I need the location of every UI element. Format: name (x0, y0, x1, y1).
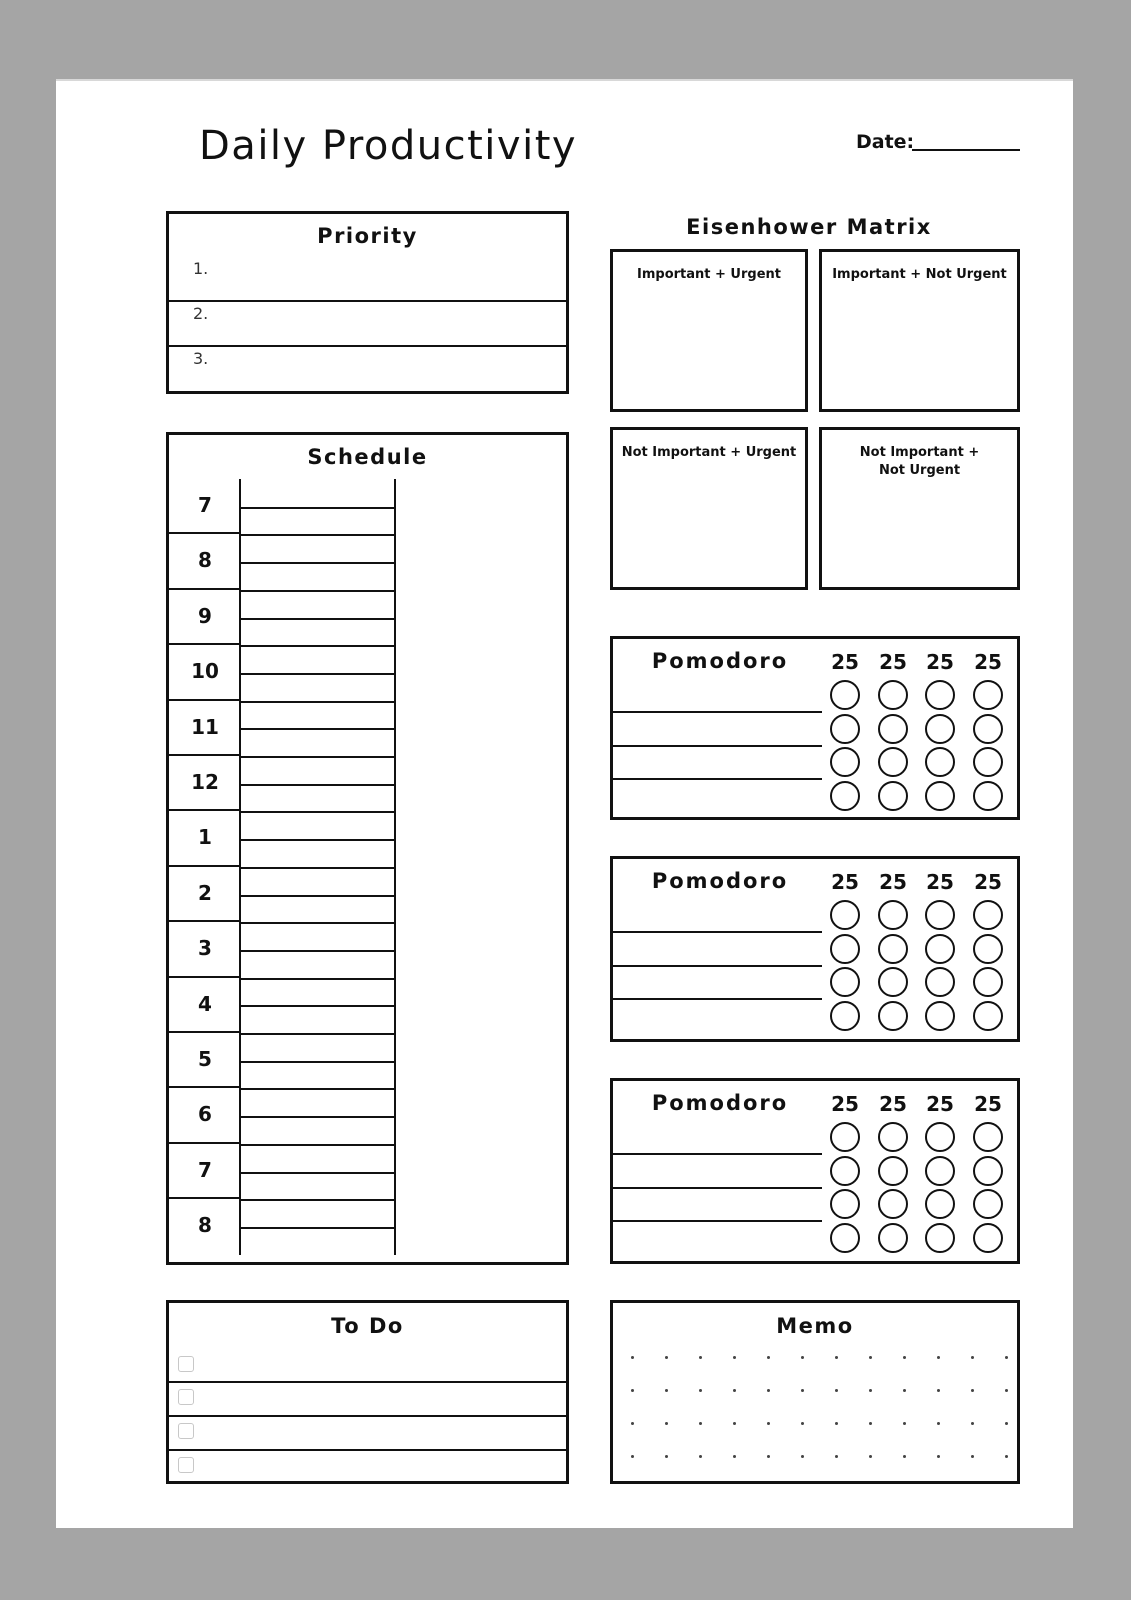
pomodoro-minutes-label: 25 (974, 870, 1002, 894)
pomodoro-session-circle[interactable] (878, 714, 908, 744)
pomodoro-task-line[interactable] (613, 711, 822, 713)
memo-title: Memo (776, 1314, 854, 1338)
quadrant-label: Not Important + Urgent (621, 445, 797, 460)
memo-grid-dot (733, 1389, 736, 1392)
pomodoro-minutes-label: 25 (879, 870, 907, 894)
schedule-hour: 3 (198, 936, 212, 961)
pomodoro-task-line[interactable] (613, 1187, 822, 1189)
schedule-half-line (241, 728, 394, 730)
pomodoro-session-circle[interactable] (878, 967, 908, 997)
schedule-half-line (241, 950, 394, 952)
memo-grid-dot (937, 1422, 940, 1425)
schedule-hour-line (241, 811, 394, 813)
pomodoro-minutes-label: 25 (831, 650, 859, 674)
priority-divider (169, 300, 566, 302)
pomodoro-minutes-label: 25 (926, 1092, 954, 1116)
memo-grid-dot (767, 1455, 770, 1458)
todo-checkbox[interactable] (178, 1457, 194, 1473)
memo-grid-dot (699, 1422, 702, 1425)
schedule-hour: 7 (198, 1157, 212, 1182)
schedule-hour: 4 (198, 991, 212, 1016)
schedule-row[interactable] (169, 1199, 241, 1254)
memo-grid-dot (733, 1455, 736, 1458)
priority-item-3[interactable]: 3. (193, 349, 209, 368)
memo-grid-dot (767, 1422, 770, 1425)
pomodoro-session-circle[interactable] (925, 1122, 955, 1152)
pomodoro-session-circle[interactable] (925, 900, 955, 930)
pomodoro-task-line[interactable] (613, 1220, 822, 1222)
todo-title: To Do (331, 1314, 404, 1338)
pomodoro-minutes-label: 25 (879, 1092, 907, 1116)
pomodoro-session-circle[interactable] (830, 900, 860, 930)
pomodoro-session-circle[interactable] (925, 1156, 955, 1186)
memo-grid-dot (869, 1455, 872, 1458)
pomodoro-session-circle[interactable] (925, 781, 955, 811)
pomodoro-session-circle[interactable] (973, 1001, 1003, 1031)
memo-grid-dot (665, 1356, 668, 1359)
schedule-hour-line (241, 1144, 394, 1146)
pomodoro-task-line[interactable] (613, 965, 822, 967)
quadrant-not-important-not-urgent[interactable] (819, 427, 1020, 590)
schedule-title: Schedule (307, 445, 428, 469)
schedule-row[interactable] (169, 922, 241, 977)
schedule-row[interactable] (169, 1144, 241, 1199)
memo-grid-dot (937, 1356, 940, 1359)
memo-grid-dot (869, 1356, 872, 1359)
pomodoro-minutes-label: 25 (831, 1092, 859, 1116)
memo-grid-dot (869, 1422, 872, 1425)
memo-grid-dot (801, 1389, 804, 1392)
memo-grid-dot (937, 1389, 940, 1392)
schedule-hour-line (241, 701, 394, 703)
pomodoro-session-circle[interactable] (830, 747, 860, 777)
memo-box[interactable] (610, 1300, 1020, 1484)
schedule-hour: 6 (198, 1102, 212, 1127)
schedule-half-line (241, 673, 394, 675)
pomodoro-session-circle[interactable] (973, 1122, 1003, 1152)
pomodoro-session-circle[interactable] (878, 934, 908, 964)
pomodoro-session-circle[interactable] (830, 714, 860, 744)
memo-grid-dot (631, 1356, 634, 1359)
schedule-half-line (241, 1116, 394, 1118)
schedule-hour-line (241, 645, 394, 647)
schedule-box (166, 432, 569, 1265)
planner-page (56, 79, 1073, 1528)
schedule-hour: 11 (191, 714, 219, 739)
memo-grid-dot (801, 1455, 804, 1458)
pomodoro-session-circle[interactable] (878, 680, 908, 710)
schedule-row[interactable] (169, 645, 241, 700)
pomodoro-box-3 (610, 1078, 1020, 1264)
pomodoro-session-circle[interactable] (925, 934, 955, 964)
pomodoro-session-circle[interactable] (878, 1001, 908, 1031)
pomodoro-session-circle[interactable] (830, 1189, 860, 1219)
schedule-half-line (241, 784, 394, 786)
schedule-hour-line (241, 1033, 394, 1035)
pomodoro-session-circle[interactable] (973, 781, 1003, 811)
priority-box (166, 211, 569, 394)
memo-grid-dot (801, 1356, 804, 1359)
pomodoro-box-2 (610, 856, 1020, 1042)
memo-grid-dot (665, 1422, 668, 1425)
pomodoro-minutes-label: 25 (879, 650, 907, 674)
schedule-half-line (241, 1061, 394, 1063)
pomodoro-minutes-label: 25 (974, 650, 1002, 674)
schedule-hour-line (241, 867, 394, 869)
pomodoro-session-circle[interactable] (830, 781, 860, 811)
schedule-hour-line (241, 1199, 394, 1201)
pomodoro-session-circle[interactable] (830, 1122, 860, 1152)
pomodoro-session-circle[interactable] (925, 1189, 955, 1219)
pomodoro-session-circle[interactable] (878, 900, 908, 930)
pomodoro-session-circle[interactable] (973, 900, 1003, 930)
memo-grid-dot (1005, 1389, 1008, 1392)
quadrant-label: Important + Not Urgent (832, 267, 1007, 282)
schedule-hour: 2 (198, 880, 212, 905)
pomodoro-session-circle[interactable] (830, 1223, 860, 1253)
todo-checkbox[interactable] (178, 1389, 194, 1405)
page-title: Daily Productivity (199, 123, 578, 169)
pomodoro-session-circle[interactable] (878, 1156, 908, 1186)
pomodoro-session-circle[interactable] (878, 1223, 908, 1253)
pomodoro-session-circle[interactable] (973, 934, 1003, 964)
pomodoro-session-circle[interactable] (925, 714, 955, 744)
memo-grid-dot (835, 1422, 838, 1425)
schedule-row[interactable] (169, 867, 241, 922)
pomodoro-session-circle[interactable] (925, 747, 955, 777)
schedule-half-line (241, 1227, 394, 1229)
schedule-hour-line (241, 756, 394, 758)
pomodoro-session-circle[interactable] (973, 1223, 1003, 1253)
memo-grid-dot (1005, 1356, 1008, 1359)
pomodoro-minutes-label: 25 (926, 870, 954, 894)
pomodoro-session-circle[interactable] (878, 1122, 908, 1152)
pomodoro-task-line[interactable] (613, 745, 822, 747)
pomodoro-session-circle[interactable] (973, 680, 1003, 710)
pomodoro-session-circle[interactable] (973, 714, 1003, 744)
memo-grid-dot (631, 1422, 634, 1425)
pomodoro-session-circle[interactable] (830, 680, 860, 710)
pomodoro-session-circle[interactable] (973, 967, 1003, 997)
pomodoro-task-line[interactable] (613, 931, 822, 933)
schedule-hour: 12 (191, 770, 219, 794)
todo-box (166, 1300, 569, 1484)
pomodoro-session-circle[interactable] (925, 680, 955, 710)
pomodoro-session-circle[interactable] (878, 1189, 908, 1219)
pomodoro-task-line[interactable] (613, 1153, 822, 1155)
schedule-row[interactable] (169, 811, 241, 866)
schedule-hour: 8 (198, 1213, 212, 1238)
memo-grid-dot (631, 1455, 634, 1458)
pomodoro-session-circle[interactable] (830, 1001, 860, 1031)
todo-checkbox[interactable] (178, 1356, 194, 1372)
memo-grid-dot (903, 1389, 906, 1392)
pomodoro-session-circle[interactable] (878, 781, 908, 811)
priority-title: Priority (317, 224, 418, 248)
pomodoro-session-circle[interactable] (925, 1001, 955, 1031)
schedule-row[interactable] (169, 701, 241, 756)
memo-grid-dot (1005, 1422, 1008, 1425)
schedule-row[interactable] (169, 1088, 241, 1143)
memo-grid-dot (869, 1389, 872, 1392)
schedule-hour-line (241, 1088, 394, 1090)
memo-grid-dot (733, 1356, 736, 1359)
pomodoro-session-circle[interactable] (973, 747, 1003, 777)
schedule-hour: 1 (198, 825, 212, 850)
todo-line[interactable] (169, 1415, 566, 1417)
memo-grid-dot (835, 1389, 838, 1392)
memo-grid-dot (835, 1455, 838, 1458)
schedule-row[interactable] (169, 1033, 241, 1088)
schedule-half-line (241, 1172, 394, 1174)
priority-divider (169, 345, 566, 347)
pomodoro-minutes-label: 25 (974, 1092, 1002, 1116)
memo-grid-dot (665, 1389, 668, 1392)
schedule-hour-line (241, 978, 394, 980)
eisenhower-title: Eisenhower Matrix (686, 215, 932, 239)
schedule-half-line (241, 839, 394, 841)
schedule-column-divider (394, 479, 396, 1255)
memo-grid-dot (699, 1356, 702, 1359)
schedule-half-line (241, 618, 394, 620)
date-label: Date: (856, 131, 915, 153)
schedule-hour: 7 (198, 493, 212, 517)
todo-line[interactable] (169, 1381, 566, 1383)
schedule-hour: 10 (191, 659, 219, 684)
pomodoro-minutes-label: 25 (831, 870, 859, 894)
pomodoro-box-1 (610, 636, 1020, 820)
pomodoro-session-circle[interactable] (830, 967, 860, 997)
pomodoro-session-circle[interactable] (830, 934, 860, 964)
pomodoro-session-circle[interactable] (925, 1223, 955, 1253)
schedule-row[interactable] (169, 978, 241, 1033)
memo-grid-dot (1005, 1455, 1008, 1458)
quadrant-important-urgent[interactable] (610, 249, 808, 412)
memo-grid-dot (937, 1455, 940, 1458)
memo-grid-dot (835, 1356, 838, 1359)
quadrant-important-not-urgent[interactable] (819, 249, 1020, 412)
schedule-row[interactable] (169, 756, 241, 811)
priority-item-2[interactable]: 2. (193, 304, 209, 323)
pomodoro-session-circle[interactable] (830, 1156, 860, 1186)
schedule-hour: 9 (198, 603, 212, 628)
memo-grid-dot (733, 1422, 736, 1425)
memo-grid-dot (971, 1455, 974, 1458)
quadrant-label: Not Important + Not Urgent (859, 445, 980, 478)
memo-grid-dot (903, 1356, 906, 1359)
quadrant-not-important-urgent[interactable] (610, 427, 808, 590)
date-field[interactable] (912, 149, 1020, 151)
todo-checkbox[interactable] (178, 1423, 194, 1439)
memo-grid-dot (971, 1389, 974, 1392)
pomodoro-session-circle[interactable] (973, 1189, 1003, 1219)
pomodoro-session-circle[interactable] (878, 747, 908, 777)
pomodoro-title: Pomodoro (651, 649, 789, 673)
schedule-half-line (241, 562, 394, 564)
memo-grid-dot (699, 1389, 702, 1392)
schedule-row[interactable] (169, 590, 241, 645)
schedule-row[interactable] (169, 479, 241, 534)
pomodoro-title: Pomodoro (651, 869, 789, 893)
schedule-row[interactable] (169, 534, 241, 589)
schedule-hour: 8 (198, 548, 212, 573)
schedule-half-line (241, 895, 394, 897)
pomodoro-session-circle[interactable] (925, 967, 955, 997)
schedule-half-line (241, 507, 394, 509)
memo-grid-dot (903, 1422, 906, 1425)
schedule-hour-line (241, 534, 394, 536)
memo-grid-dot (699, 1455, 702, 1458)
memo-grid-dot (971, 1356, 974, 1359)
memo-grid-dot (903, 1455, 906, 1458)
schedule-hour-line (241, 922, 394, 924)
pomodoro-minutes-label: 25 (926, 650, 954, 674)
memo-grid-dot (971, 1422, 974, 1425)
pomodoro-title: Pomodoro (651, 1091, 789, 1115)
pomodoro-task-line[interactable] (613, 778, 822, 780)
pomodoro-task-line[interactable] (613, 998, 822, 1000)
todo-line[interactable] (169, 1449, 566, 1451)
memo-grid-dot (631, 1389, 634, 1392)
quadrant-label: Important + Urgent (637, 267, 781, 282)
memo-grid-dot (801, 1422, 804, 1425)
memo-grid-dot (665, 1455, 668, 1458)
schedule-hour-line (241, 590, 394, 592)
pomodoro-session-circle[interactable] (973, 1156, 1003, 1186)
memo-grid-dot (767, 1356, 770, 1359)
memo-grid-dot (767, 1389, 770, 1392)
schedule-hour: 5 (198, 1047, 212, 1071)
priority-item-1[interactable]: 1. (193, 259, 209, 278)
schedule-half-line (241, 1005, 394, 1007)
